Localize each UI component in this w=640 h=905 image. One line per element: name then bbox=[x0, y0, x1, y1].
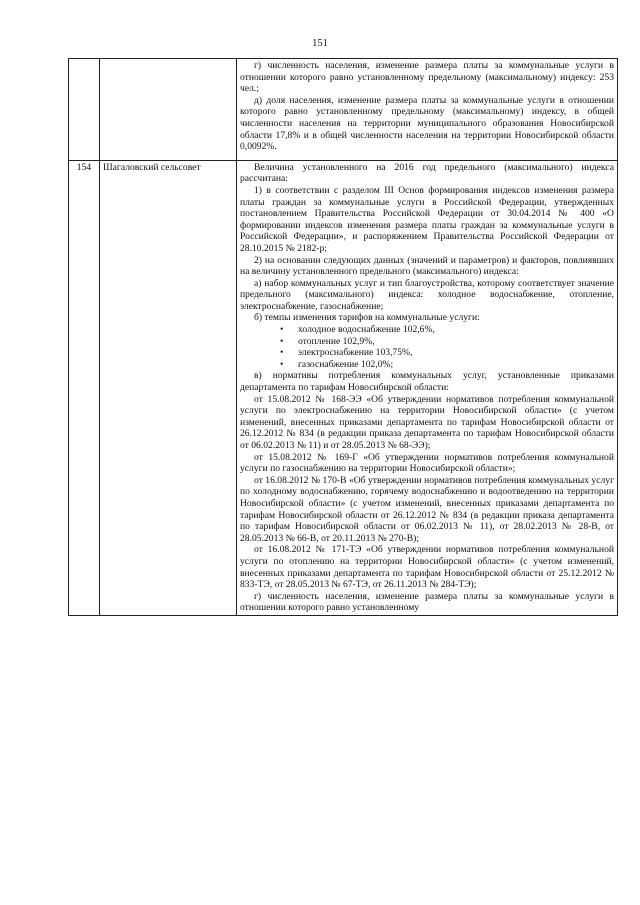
document-table bbox=[68, 58, 618, 616]
paragraph: 2) на основании следующих данных (значений и параметров) и факторов, повлиявших на величину установленного предельного (максимального) индекса: bbox=[240, 254, 614, 278]
paragraph: б) темпы изменения тарифов на коммунальные услуги: bbox=[254, 312, 480, 324]
paragraph: а) набор коммунальных услуг и тип благоустройства, которому соответствует значение предельного (максимального) индекса: холодное водоснабжение, отопление, электроснабжение, газоснабжение; bbox=[240, 277, 614, 312]
description-cell bbox=[237, 160, 618, 615]
paragraph: Величина установленного на 2016 год предельного (максимального) индекса рассчитана: bbox=[240, 161, 614, 185]
paragraph: от 16.08.2012 № 170-В «Об утверждении нормативов потребления коммунальных услуг по холодному водоснабжению, горячему водоснабжению и водоотведению на территории Новосибирской области» (с учетом изменений, внесенных приказами департамента по тарифам Новосибирской области от 26.12.2012 № 834 (в редакции приказа департамента по тарифам Новосибирской области от 06.02.2013 № 11), от 28.02.2013 № 28-В, от 28.05.2013 № 66-В, от 20.11.2013 № 270-В); bbox=[240, 474, 614, 544]
paragraph: д) доля населения, изменение размера платы за коммунальные услуги в отношении которого равно установленному предельному (максимальному) индексу, в общей численности населения на территории муниципального образования Новосибирской области 17,8% и в общей численности населения на территории Новосибирской области 0,0092%. bbox=[240, 94, 614, 153]
list-item: • электроснабжение 103,75%, bbox=[298, 347, 614, 359]
paragraph: от 15.08.2012 № 168-ЭЭ «Об утверждении нормативов потребления коммунальной услуги по электроснабжению на территории Новосибирской области» (с учетом изменений, внесенных приказами департамента по тарифам Новосибирской области от 26.12.2012 № 834 (в редакции приказа департамента по тарифам Новосибирской области от 06.02.2013 № 11) и от 28.05.2013 № 68-ЭЭ); bbox=[240, 393, 614, 451]
list-item: • холодное водоснабжение 102,6%, bbox=[298, 324, 614, 336]
paragraph: от 15.08.2012 № 169-Г «Об утверждении нормативов потребления коммунальной услуги по газоснабжению на территории Новосибирской области»; bbox=[240, 451, 614, 475]
tariff-list bbox=[240, 324, 614, 370]
paragraph: в) нормативы потребления коммунальных услуг, установленные приказами департамента по тарифам Новосибирской области: bbox=[240, 370, 614, 394]
description-cell bbox=[237, 59, 618, 161]
municipality-cell: Шагаловский сельсовет bbox=[100, 160, 237, 615]
paragraph: 1) в соответствии с разделом III Основ формирования индексов изменения размера платы граждан за коммунальные услуги в Российской Федерации, утвержденных постановлением Правительства Российской Федерации от 30.04.2014 № 400 «О формировании индексов изменения размера платы граждан за коммунальные услуги в Российской Федерации», и распоряжением Правительства Российской Федерации от 28.10.2015 № 2182-р; bbox=[240, 184, 614, 254]
page-number: 151 bbox=[312, 38, 328, 49]
paragraph: г) численность населения, изменение размера платы за коммунальные услуги в отношении которого равно установленному bbox=[240, 590, 614, 614]
list-item: • отопление 102,9%, bbox=[298, 336, 614, 348]
table-row bbox=[69, 160, 618, 615]
row-number-cell bbox=[69, 59, 100, 161]
paragraph: от 16.08.2012 № 171-ТЭ «Об утверждении нормативов потребления коммунальной услуги по отоплению на территории Новосибирской области» (с учетом изменений, внесенных приказами департамента по тарифам Новосибирской области от 25.12.2012 № 833-ТЭ, от 28.05.2013 № 67-ТЭ, от 26.11.2013 № 284-ТЭ); bbox=[240, 544, 614, 591]
row-number-cell: 154 bbox=[69, 160, 100, 615]
municipality-cell bbox=[100, 59, 237, 161]
list-item: • газоснабжение 102,0%; bbox=[298, 359, 614, 371]
paragraph: г) численность населения, изменение размера платы за коммунальные услуги в отношении которого равно установленному предельному (максимальному) индексу: 253 чел.; bbox=[240, 60, 614, 95]
table-row bbox=[69, 59, 618, 161]
